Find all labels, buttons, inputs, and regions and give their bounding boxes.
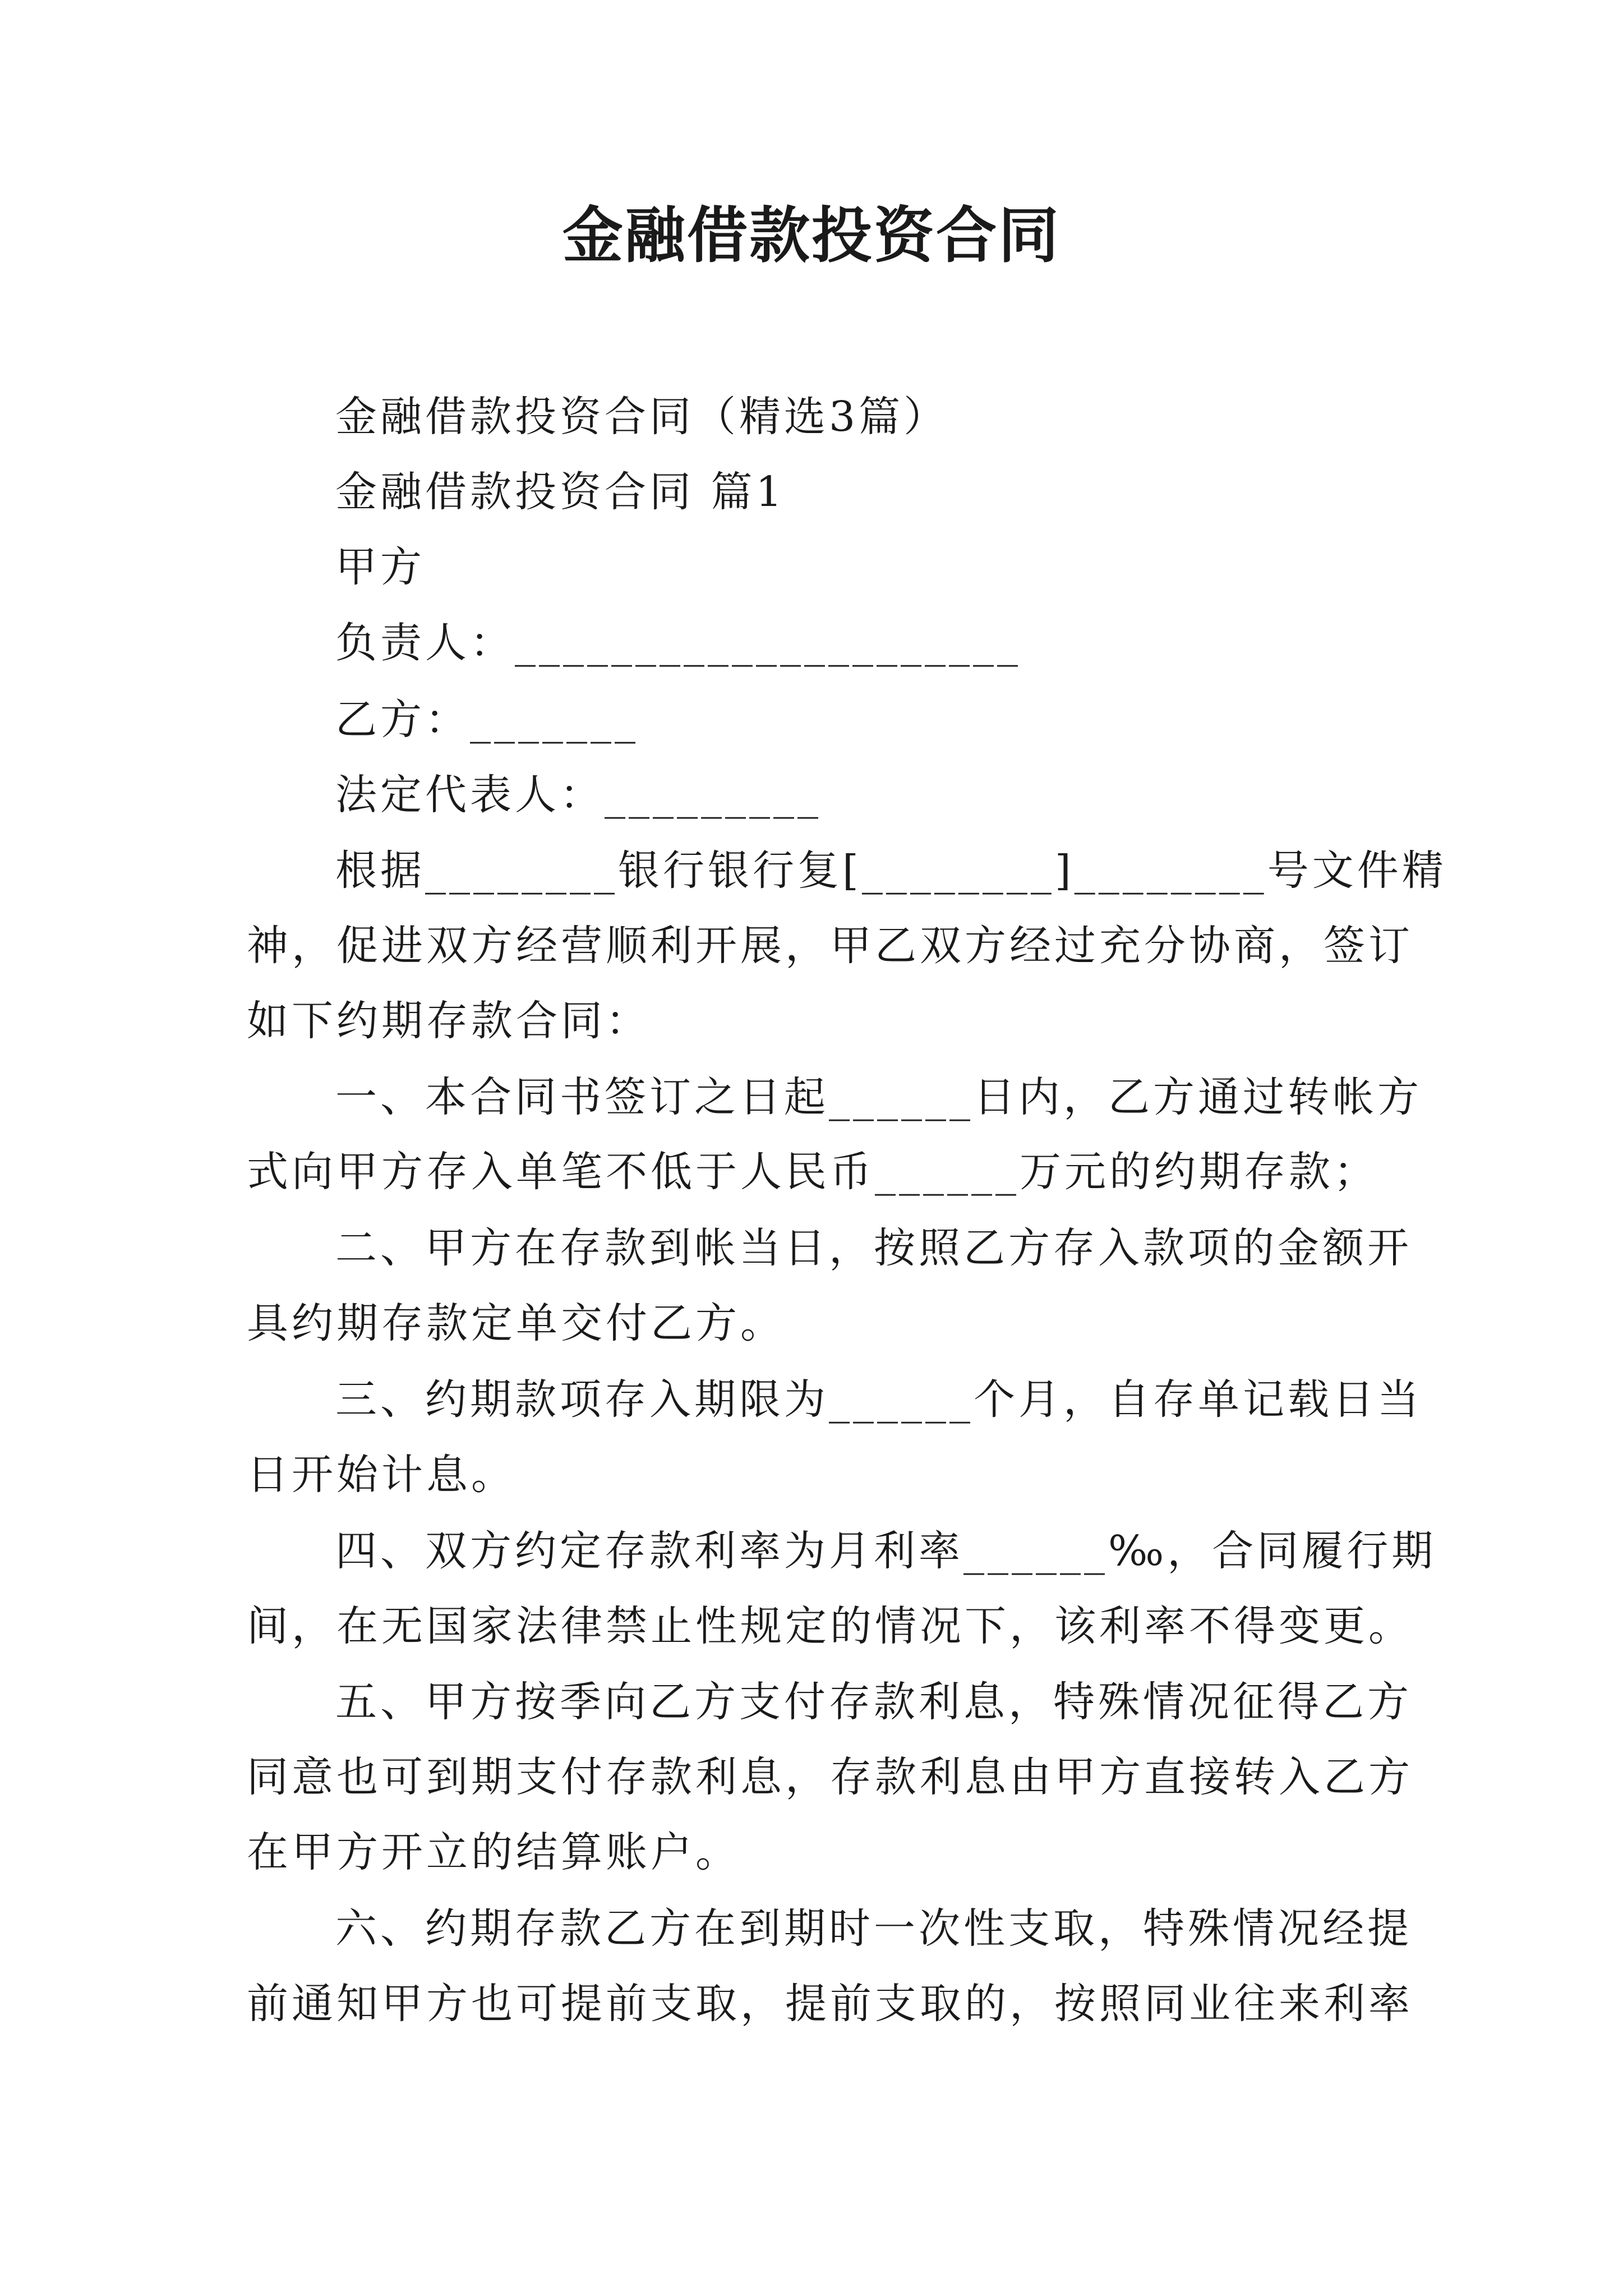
party-a-label: 甲方 — [335, 543, 425, 591]
clause-3-line: 三、约期款项存入期限为______个月，自存单记载日当 — [335, 1375, 1422, 1424]
clause-5-line: 同意也可到期支付存款利息，存款利息由甲方直接转入乙方 — [247, 1753, 1413, 1801]
section-heading: 金融借款投资合同 篇1 — [335, 468, 786, 516]
subtitle-selection: 金融借款投资合同（精选3篇） — [335, 393, 949, 441]
clause-4-line: 间，在无国家法律禁止性规定的情况下，该利率不得变更。 — [247, 1602, 1413, 1650]
paragraph-line: 根据________银行银行复[________]________号文件精 — [335, 846, 1447, 895]
clause-4-line: 四、双方约定存款利率为月利率______‰，合同履行期 — [335, 1527, 1437, 1575]
responsible-person-field: 负责人：_____________________ — [335, 619, 1021, 667]
legal-representative-field: 法定代表人：_________ — [335, 771, 822, 819]
clause-6-line: 六、约期存款乙方在到期时一次性支取，特殊情况经提 — [335, 1904, 1412, 1953]
paragraph-line: 如下约期存款合同： — [247, 997, 651, 1045]
clause-2-line: 二、甲方在存款到帐当日，按照乙方存入款项的金额开 — [335, 1224, 1412, 1272]
clause-5-line: 在甲方开立的结算账户。 — [247, 1828, 740, 1876]
clause-2-line: 具约期存款定单交付乙方。 — [247, 1299, 785, 1347]
clause-5-line: 五、甲方按季向乙方支付存款利息，特殊情况征得乙方 — [335, 1678, 1412, 1726]
clause-3-line: 日开始计息。 — [247, 1451, 516, 1499]
clause-6-line: 前通知甲方也可提前支取，提前支取的，按照同业往来利率 — [247, 1980, 1413, 2028]
clause-1-line: 一、本合同书签订之日起______日内，乙方通过转帐方 — [335, 1073, 1422, 1121]
party-b-field: 乙方：_______ — [335, 696, 639, 744]
paragraph-line: 神，促进双方经营顺利开展，甲乙双方经过充分协商，签订 — [247, 922, 1413, 970]
clause-1-line: 式向甲方存入单笔不低于人民币______万元的约期存款； — [247, 1148, 1378, 1196]
document-title: 金融借款投资合同 — [562, 200, 1061, 271]
